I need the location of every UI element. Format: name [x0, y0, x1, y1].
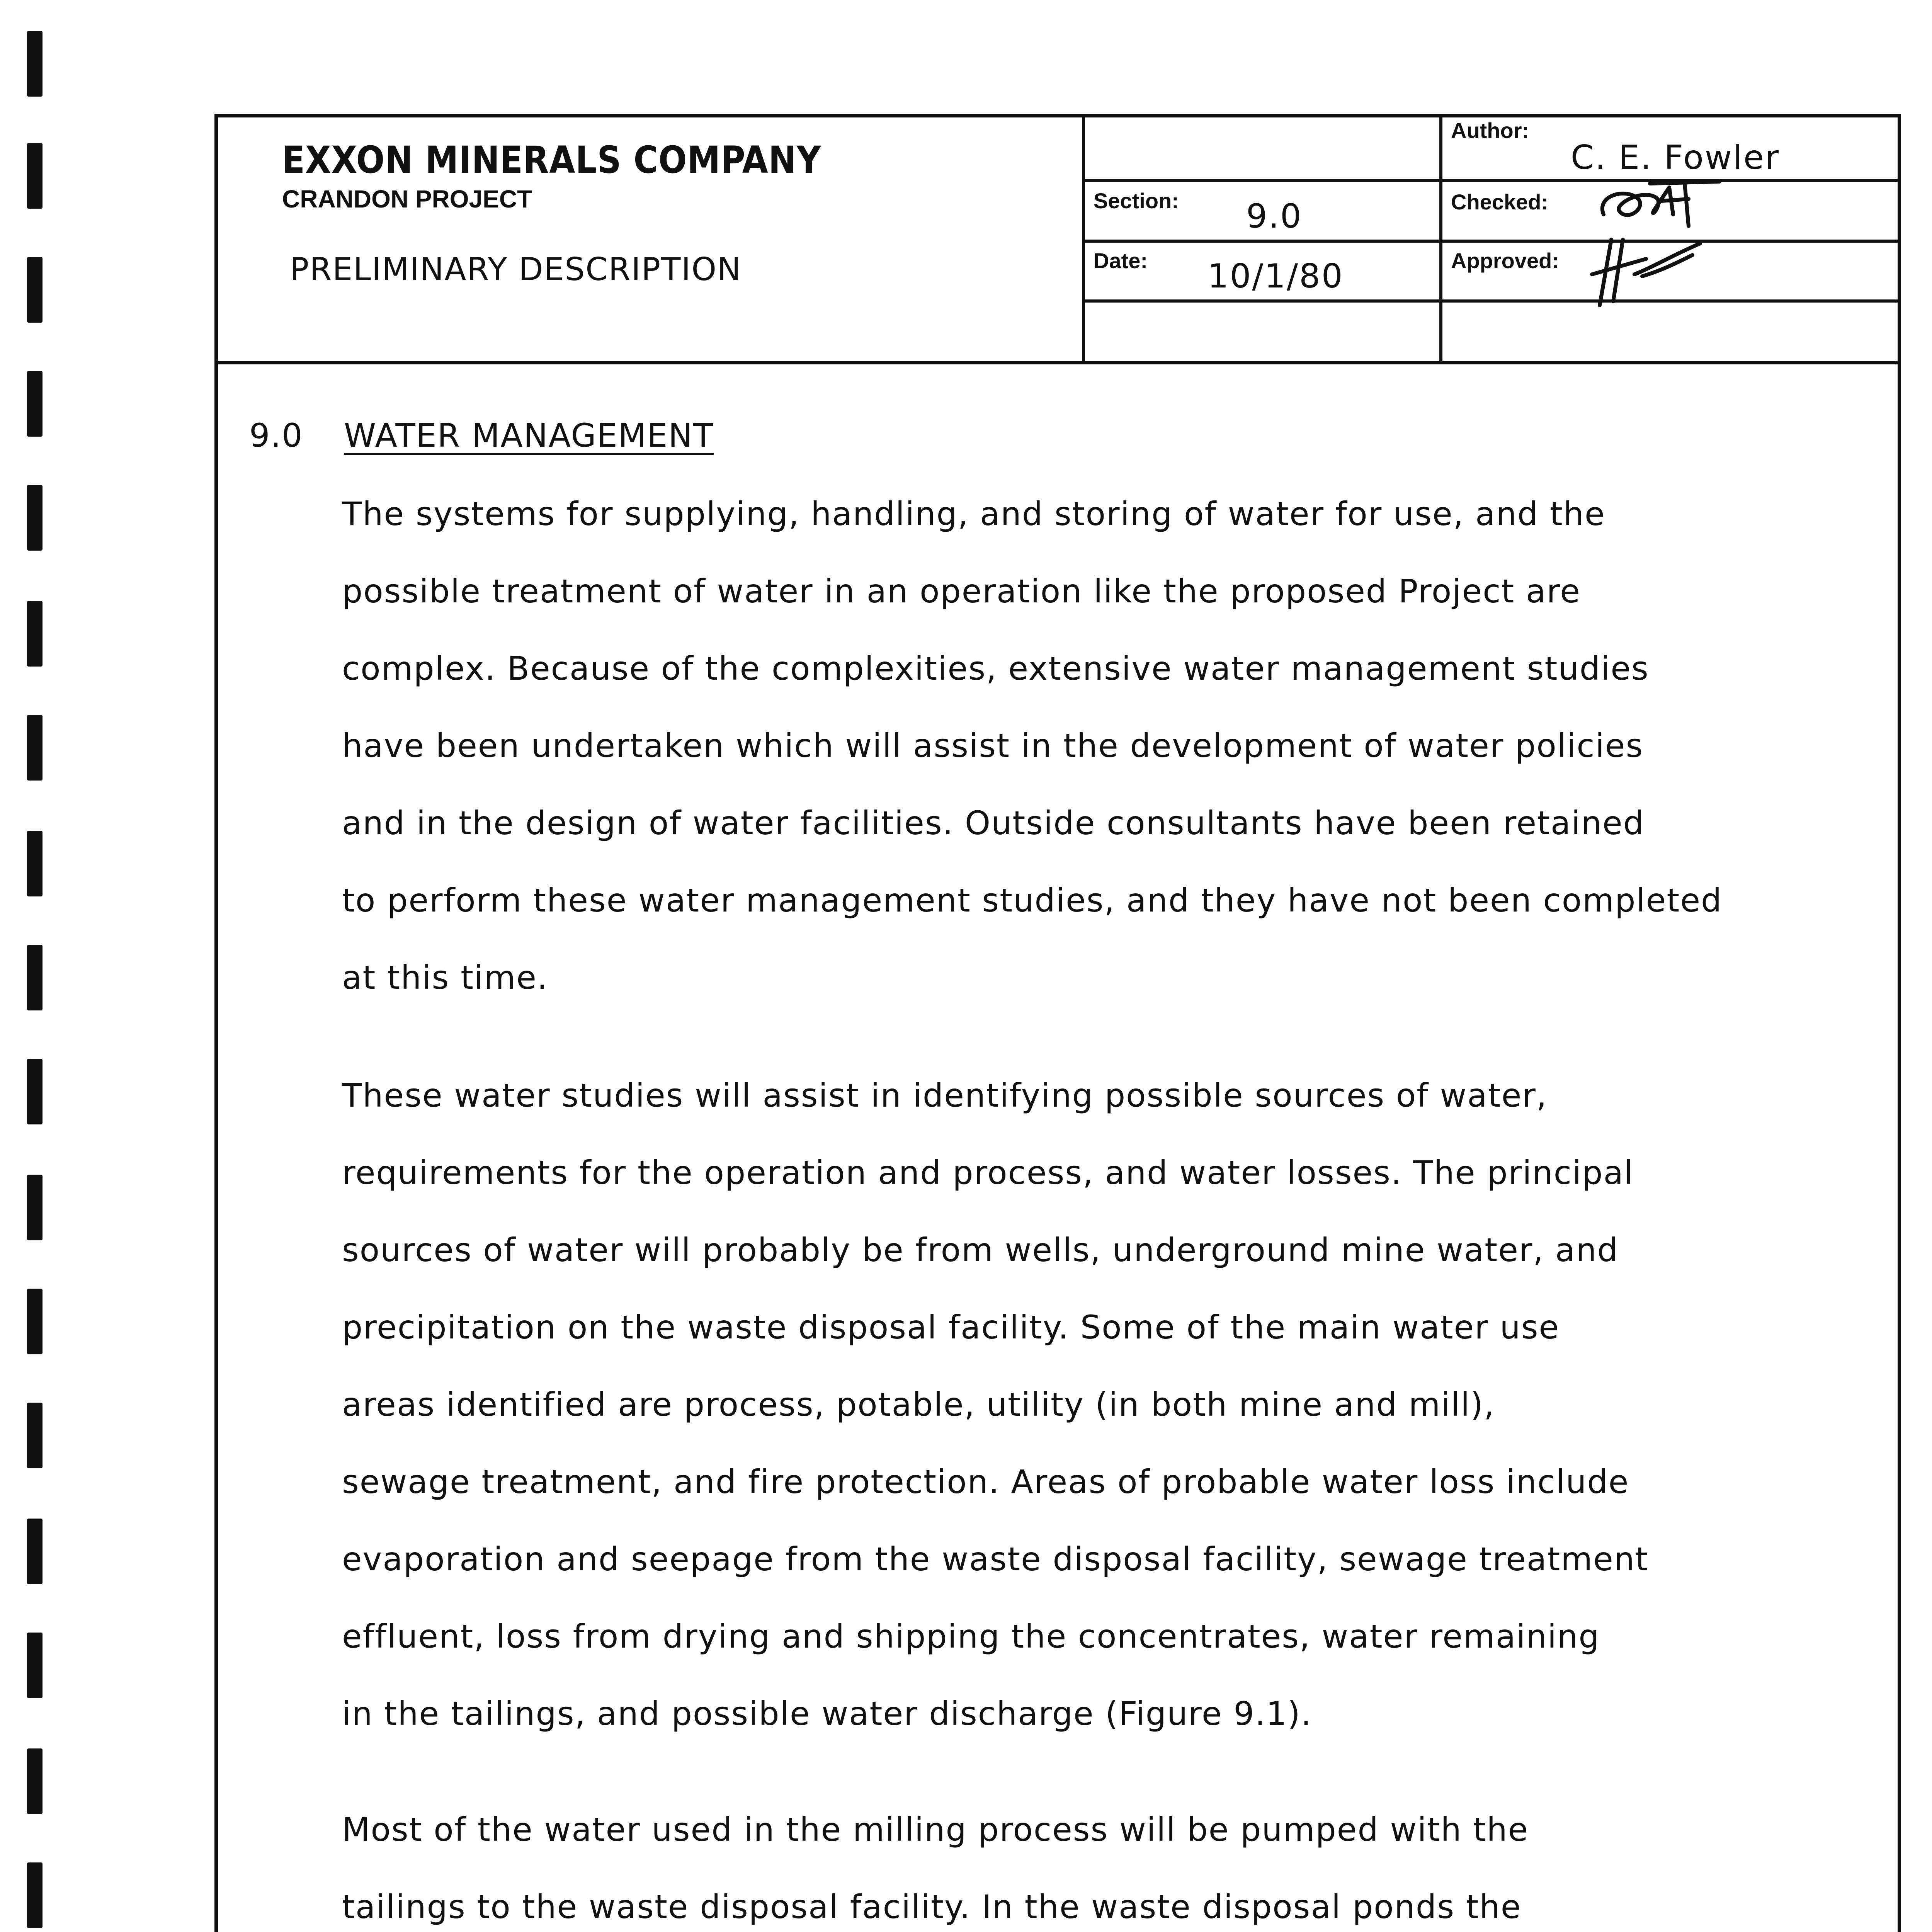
- document-type: PRELIMINARY DESCRIPTION: [290, 251, 742, 288]
- paragraph-line: to perform these water management studies, and they have not been completed: [342, 881, 1723, 919]
- paragraph-line: and in the design of water facilities. Outside consultants have been retained: [342, 804, 1645, 842]
- paragraph-line: evaporation and seepage from the waste disposal facility, sewage treatment: [342, 1540, 1649, 1578]
- paragraph-line: possible treatment of water in an operation like the proposed Project are: [342, 572, 1581, 610]
- approved-signature: [1577, 232, 1708, 309]
- paragraph-line: complex. Because of the complexities, extensive water management studies: [342, 650, 1649, 687]
- author-label: Author:: [1451, 118, 1529, 143]
- paragraph-line: at this time.: [342, 959, 548, 997]
- approved-label: Approved:: [1451, 248, 1559, 273]
- paragraph-line: requirements for the operation and process, and water losses. The principal: [342, 1154, 1634, 1192]
- paragraph-line: areas identified are process, potable, utility (in both mine and mill),: [342, 1386, 1495, 1423]
- checked-signature: [1592, 172, 1731, 238]
- paragraph-line: Most of the water used in the milling process will be pumped with the: [342, 1811, 1529, 1849]
- author-value: C. E. Fowler: [1571, 138, 1780, 177]
- paragraph-line: tailings to the waste disposal facility. In the waste disposal ponds the: [342, 1888, 1522, 1926]
- date-value: 10/1/80: [1208, 257, 1344, 296]
- paragraph-line: have been undertaken which will assist in the development of water policies: [342, 727, 1644, 765]
- company-name: EXXON MINERALS COMPANY: [282, 138, 821, 182]
- paragraph-1: [342, 475, 1868, 1016]
- paragraph-3: [342, 1791, 1868, 1932]
- date-label: Date:: [1094, 248, 1148, 273]
- paragraph-line: The systems for supplying, handling, and storing of water for use, and the: [342, 495, 1605, 533]
- paragraph-line: effluent, loss from drying and shipping the concentrates, water remaining: [342, 1617, 1600, 1655]
- paragraph-line: These water studies will assist in identifying possible sources of water,: [342, 1077, 1548, 1114]
- project-name: CRANDON PROJECT: [282, 185, 532, 213]
- paragraph-2: [342, 1057, 1868, 1752]
- section-number: 9.0: [249, 417, 303, 454]
- section-title: WATER MANAGEMENT: [344, 417, 714, 454]
- paragraph-line: in the tailings, and possible water discharge (Figure 9.1).: [342, 1695, 1312, 1733]
- paragraph-line: precipitation on the waste disposal facility. Some of the main water use: [342, 1308, 1560, 1346]
- paragraph-line: sources of water will probably be from wells, underground mine water, and: [342, 1231, 1619, 1269]
- section-label: Section:: [1094, 189, 1179, 213]
- paragraph-line: sewage treatment, and fire protection. Areas of probable water loss include: [342, 1463, 1629, 1501]
- section-value: 9.0: [1246, 197, 1303, 236]
- checked-label: Checked:: [1451, 190, 1549, 214]
